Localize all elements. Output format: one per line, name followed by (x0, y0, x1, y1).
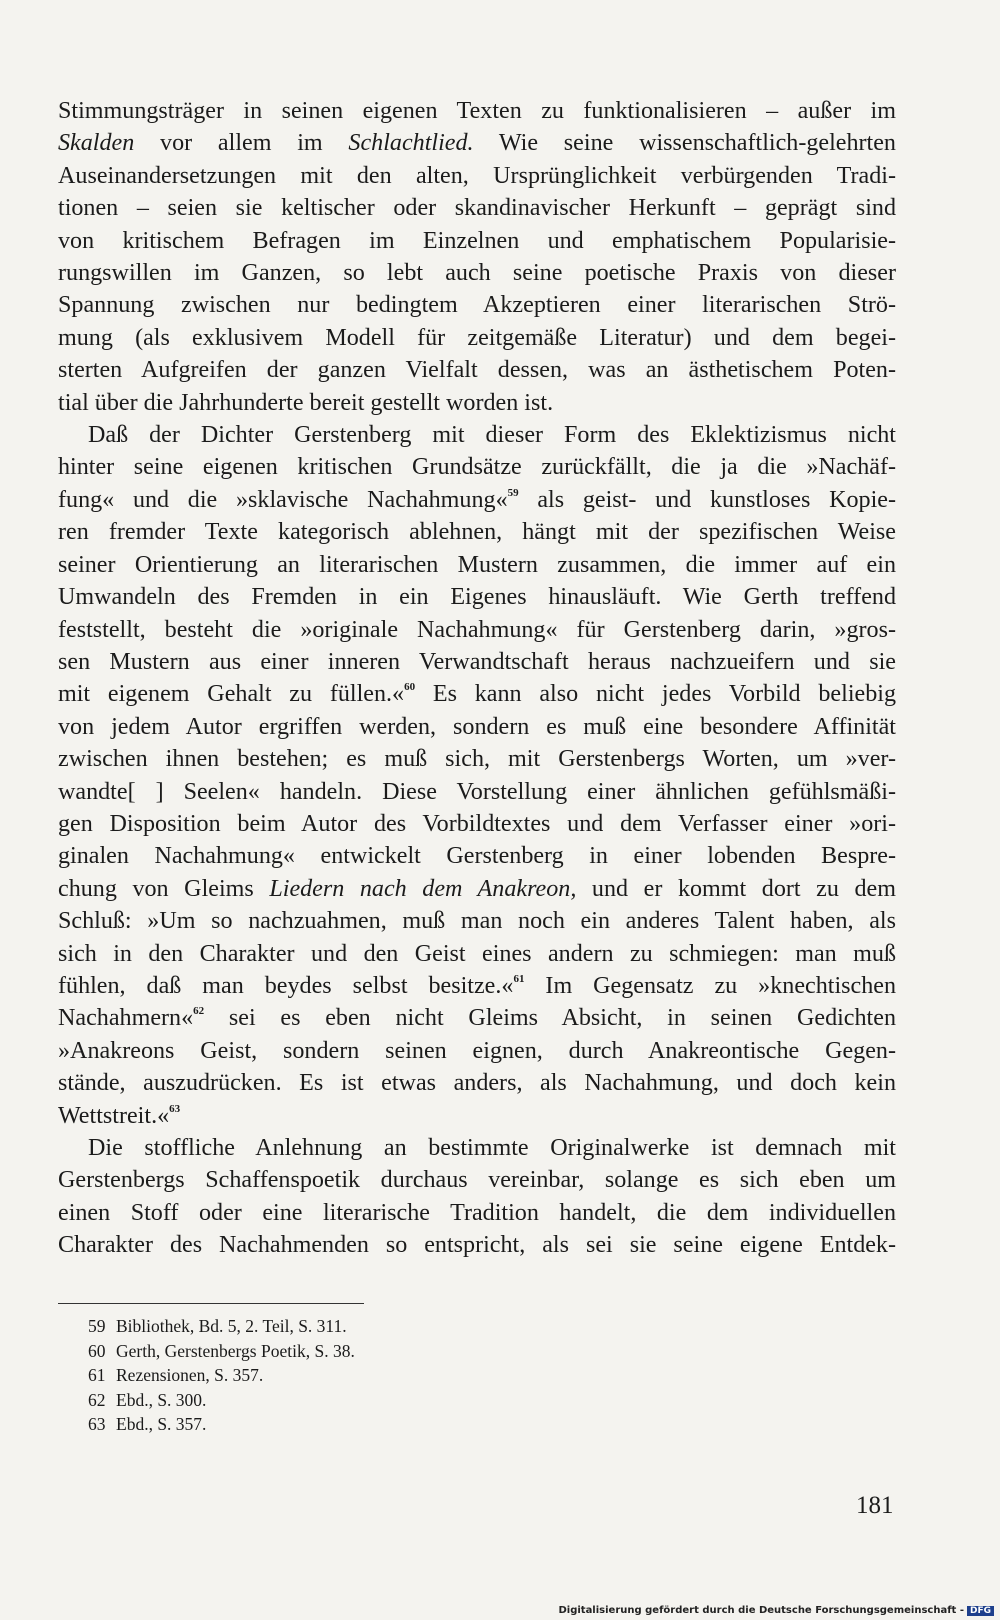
digitization-note: Digitalisierung gefördert durch die Deutsche Forschungsgemeinschaft - DFG (558, 1605, 994, 1616)
text-line: hinter seine eigenen kritischen Grundsätze zurückfällt, die ja die »Nachäf- (58, 454, 896, 481)
text-line: Schluß: »Um so nachzuahmen, muß man noch ein anderes Talent haben, als (58, 908, 896, 935)
text-line: tial über die Jahrhunderte bereit gestellt worden ist. (58, 389, 554, 416)
text-line: Umwandeln des Fremden in ein Eigenes hinausläuft. Wie Gerth treffend (58, 584, 896, 611)
text-line: Skalden vor allem im Schlachtlied. Wie seine wissenschaftlich-gelehrten (58, 130, 896, 157)
text-line: wandte[ ] Seelen« handeln. Diese Vorstellung einer ähnlichen gefühlsmäßi- (58, 778, 896, 805)
text-line: stände, auszudrücken. Es ist etwas anders, als Nachahmung, und doch kein (58, 1070, 896, 1097)
text-line: ren fremder Texte kategorisch ablehnen, hängt mit der spezifischen Weise (58, 519, 896, 546)
text-line: chung von Gleims Liedern nach dem Anakreon, und er kommt dort zu dem (58, 875, 896, 902)
footnote: 60 Gerth, Gerstenbergs Poetik, S. 38. (88, 1340, 355, 1361)
text-line: Stimmungsträger in seinen eigenen Texten zu funktionalisieren – außer im (58, 98, 896, 124)
body-text (58, 95, 896, 1262)
text-line: ginalen Nachahmung« entwickelt Gerstenberg in einer lobenden Bespre- (58, 843, 896, 870)
dfg-logo: DFG (967, 1606, 994, 1616)
footnote-ref[interactable]: 61 (513, 972, 525, 985)
footnote-ref[interactable]: 63 (169, 1102, 181, 1115)
footnote-ref[interactable]: 60 (404, 681, 416, 694)
text-line: Daß der Dichter Gerstenberg mit dieser Form des Eklektizismus nicht (88, 422, 896, 449)
text-line: Wettstreit.«$^{63}$ (58, 1102, 181, 1129)
footnote: 62 Ebd., S. 300. (88, 1389, 207, 1410)
text-line: tionen – seien sie keltischer oder skandinavischer Herkunft – geprägt sind (58, 195, 896, 222)
text-line: sich in den Charakter und den Geist eines andern zu schmiegen: man muß (58, 940, 896, 967)
text-line: Nachahmern«$^{62}$ sei es eben nicht Gleims Absicht, in seinen Gedichten (58, 1005, 896, 1032)
footnotes (88, 1314, 355, 1437)
text-line: Gerstenbergs Schaffenspoetik durchaus vereinbar, solange es sich eben um (58, 1167, 896, 1194)
text-line: sen Mustern aus einer inneren Verwandtschaft heraus nachzueifern und sie (58, 648, 896, 675)
text-line: Charakter des Nachahmenden so entspricht, als sei sie seine eigene Entdek- (58, 1232, 896, 1259)
footnote: 61 Rezensionen, S. 357. (88, 1365, 264, 1385)
text-line: einen Stoff oder eine literarische Tradition handelt, die dem individuellen (58, 1199, 896, 1226)
page-number: 181 (856, 1492, 894, 1519)
text-line: Auseinandersetzungen mit den alten, Ursprünglichkeit verbürgenden Tradi- (58, 162, 896, 189)
footnote-ref[interactable]: 62 (193, 1005, 205, 1018)
text-line: rungswillen im Ganzen, so lebt auch seine poetische Praxis von dieser (58, 260, 896, 287)
footnote: 63 Ebd., S. 357. (88, 1414, 207, 1434)
text-line: mung (als exklusivem Modell für zeitgemäße Literatur) und dem begei- (58, 324, 896, 351)
footnote-ref[interactable]: 59 (507, 486, 519, 499)
title-schlachtlied: Schlachtlied. (348, 130, 474, 157)
text-line: seiner Orientierung an literarischen Mustern zusammen, die immer auf ein (58, 551, 896, 578)
text-line: fung« und die »sklavische Nachahmung«$^{59}$ als geist- und kunstloses Kopie- (58, 486, 897, 513)
text-line: »Anakreons Geist, sondern seinen eignen, durch Anakreontische Gegen- (58, 1037, 896, 1064)
text-line: sterten Aufgreifen der ganzen Vielfalt dessen, was an ästhetischem Poten- (58, 357, 896, 384)
text-line: Die stoffliche Anlehnung an bestimmte Originalwerke ist demnach mit (88, 1135, 896, 1161)
text-line: Spannung zwischen nur bedingtem Akzeptieren einer literarischen Strö- (58, 292, 896, 319)
title-liedern: Liedern nach dem Anakreon, (269, 875, 577, 902)
text-line: von kritischem Befragen im Einzelnen und emphatischem Popularisie- (58, 227, 896, 254)
title-skalden: Skalden (58, 130, 135, 157)
text-line: feststellt, besteht die »originale Nachahmung« für Gerstenberg darin, »gros- (58, 616, 896, 643)
text-line: gen Disposition beim Autor des Vorbildtextes und dem Verfasser einer »ori- (58, 810, 896, 837)
text-line: zwischen ihnen bestehen; es muß sich, mit Gerstenbergs Worten, um »ver- (58, 746, 896, 773)
text-line: von jedem Autor ergriffen werden, sondern es muß eine besondere Affinität (58, 713, 896, 740)
footnote: 59 Bibliothek, Bd. 5, 2. Teil, S. 311. (88, 1316, 347, 1336)
footnote-separator (58, 1303, 364, 1304)
text-line: mit eigenem Gehalt zu füllen.«$^{60}$ Es kann also nicht jedes Vorbild beliebig (58, 681, 896, 708)
text-line: fühlen, daß man beydes selbst besitze.«$^{61}$ Im Gegensatz zu »knechtischen (58, 972, 896, 999)
